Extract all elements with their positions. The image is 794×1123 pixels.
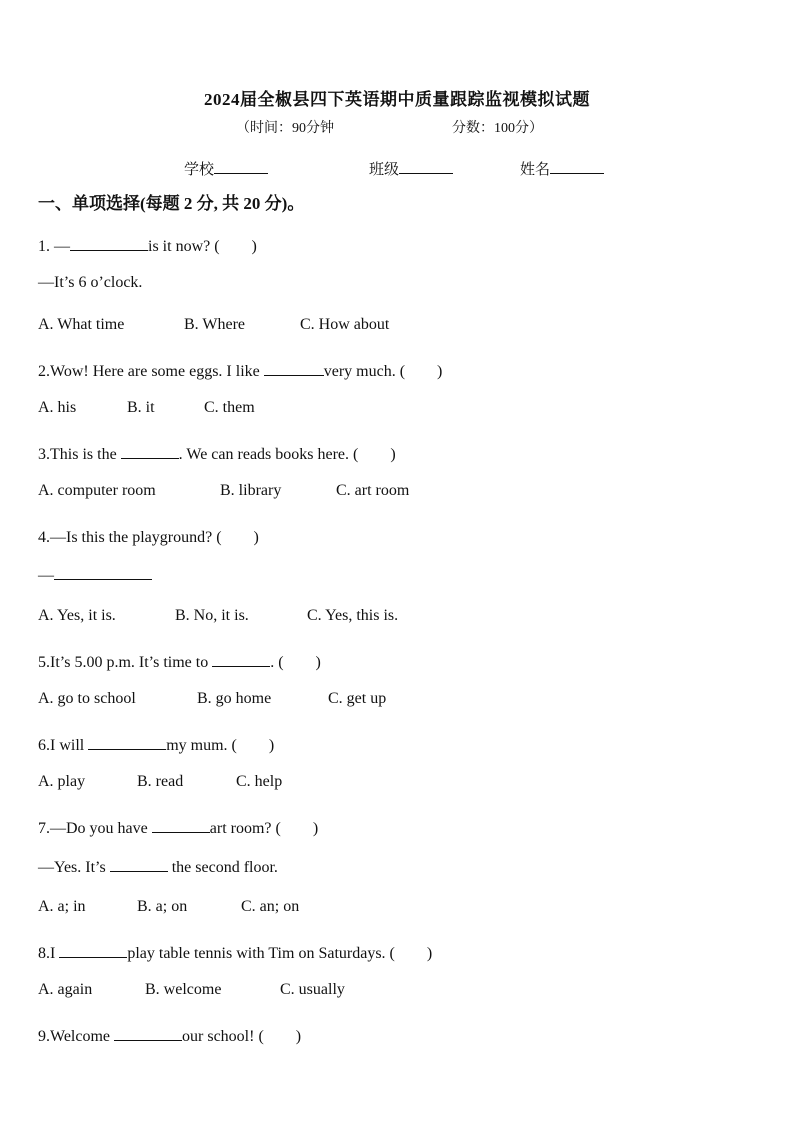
exam-score: 分数：100分） (452, 121, 543, 136)
name-blank (550, 161, 604, 174)
question-5 (38, 649, 321, 672)
question-7-post: art room? ( ) (209, 820, 319, 837)
question-5-post: . ( ) (270, 654, 321, 671)
option-b: B. library (220, 482, 282, 499)
question-7-answer-blank (110, 857, 168, 872)
question-8-blank (59, 943, 127, 958)
option-b: B. Where (184, 316, 246, 333)
option-c: C. help (236, 773, 283, 790)
option-a: A. his (38, 399, 77, 416)
question-5-options (38, 690, 386, 708)
school-label: 学校 (184, 162, 215, 178)
question-2-options (38, 399, 255, 417)
name-label: 姓名 (520, 162, 551, 178)
option-b: B. read (137, 773, 184, 790)
option-a: A. a; in (38, 898, 86, 915)
question-4: 4.—Is this the playground? ( ) (38, 529, 259, 546)
question-6-pre: 6.I will (38, 737, 89, 754)
question-5-pre: 5.It’s 5.00 p.m. It’s time to (38, 654, 213, 671)
question-1-pre: 1. — (38, 238, 70, 255)
question-6-options (38, 773, 282, 791)
option-a: A. Yes, it is. (38, 607, 116, 624)
option-c: C. usually (280, 981, 345, 998)
question-7-answer-post: the second floor. (167, 859, 278, 876)
option-c: C. Yes, this is. (307, 607, 399, 624)
school-blank (214, 161, 268, 174)
option-b: B. welcome (145, 981, 222, 998)
option-c: C. How about (300, 316, 390, 333)
option-a: A. What time (38, 316, 125, 333)
question-1-post: is it now? ( ) (148, 238, 257, 255)
question-5-blank (212, 652, 270, 667)
question-1-blank (70, 236, 148, 251)
option-c: C. them (204, 399, 255, 416)
option-b: B. it (127, 399, 155, 416)
question-6-post: my mum. ( ) (166, 737, 275, 754)
question-9-post: our school! ( ) (182, 1028, 302, 1045)
exam-time: （时间：90分钟 (236, 121, 334, 136)
question-8-options (38, 981, 345, 999)
question-4-answer-line (38, 565, 152, 585)
question-8 (38, 940, 432, 963)
option-b: B. a; on (137, 898, 188, 915)
question-9 (38, 1023, 301, 1046)
question-7-answer-line (38, 857, 278, 877)
question-3-options (38, 482, 409, 500)
question-7-answer-pre: —Yes. It’s (38, 859, 110, 876)
option-b: B. go home (197, 690, 272, 707)
question-2-post: very much. ( ) (323, 363, 443, 380)
school-field (184, 158, 268, 179)
question-3-blank (121, 444, 179, 459)
question-1-options (38, 316, 389, 334)
name-field (520, 158, 604, 179)
question-2 (38, 358, 442, 381)
question-9-blank (114, 1026, 182, 1041)
question-4-dash: — (38, 567, 54, 584)
question-3-post: . We can reads books here. ( ) (178, 446, 396, 463)
question-7 (38, 815, 318, 838)
question-7-options (38, 898, 299, 916)
option-a: A. go to school (38, 690, 136, 707)
question-3-pre: 3.This is the (38, 446, 121, 463)
question-3 (38, 441, 396, 464)
question-6 (38, 732, 274, 755)
section-title: 一、单项选择(每题 2 分, 共 20 分)。 (38, 194, 305, 213)
option-c: C. an; on (241, 898, 300, 915)
question-8-post: play table tennis with Tim on Saturdays. ( ) (127, 945, 433, 962)
option-a: A. play (38, 773, 86, 790)
question-9-pre: 9.Welcome (38, 1028, 115, 1045)
option-a: A. again (38, 981, 93, 998)
class-field (369, 158, 453, 179)
question-7-blank (152, 818, 210, 833)
question-7-pre: 7.—Do you have (38, 820, 152, 837)
question-1 (38, 233, 257, 256)
question-4-options (38, 607, 398, 625)
question-8-pre: 8.I (38, 945, 60, 962)
option-a: A. computer room (38, 482, 156, 499)
option-c: C. art room (336, 482, 410, 499)
question-1-answer-line: —It’s 6 o’clock. (38, 274, 143, 291)
class-blank (399, 161, 453, 174)
question-4-blank (54, 565, 152, 580)
option-c: C. get up (328, 690, 387, 707)
question-2-blank (264, 361, 324, 376)
class-label: 班级 (369, 162, 400, 178)
page-title: 2024届全椒县四下英语期中质量跟踪监视模拟试题 (204, 90, 590, 109)
option-b: B. No, it is. (175, 607, 249, 624)
question-6-blank (88, 735, 166, 750)
question-2-pre: 2.Wow! Here are some eggs. I like (38, 363, 264, 380)
